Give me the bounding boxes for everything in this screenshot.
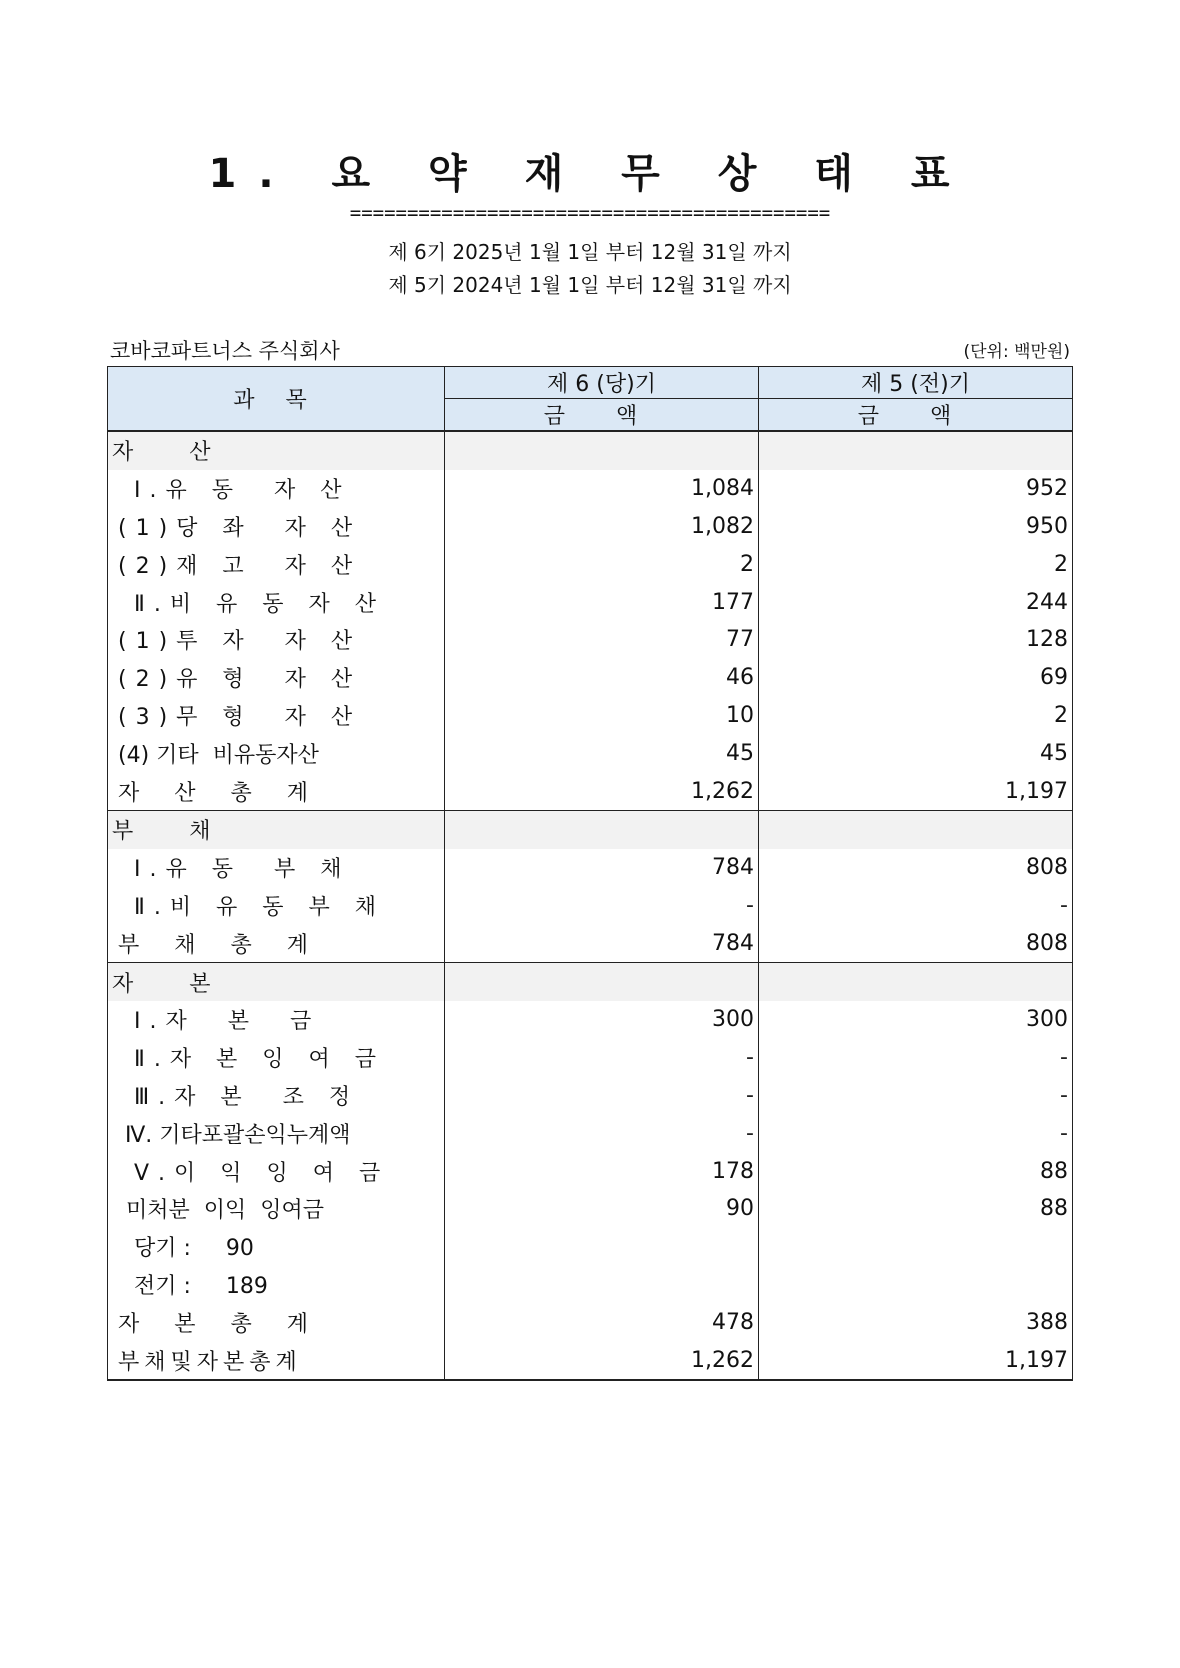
row-label: 부 채 (108, 810, 445, 848)
row-label: (1)당 좌 자 산 (108, 508, 445, 546)
table-row (108, 887, 1073, 925)
current-value (445, 1266, 759, 1304)
prior-value: - (759, 887, 1073, 925)
current-value: 1,262 (445, 772, 759, 810)
grand-total-row (108, 1341, 1073, 1380)
table-row (108, 697, 1073, 735)
row-label: 자 본 (108, 963, 445, 1001)
prior-value: 69 (759, 659, 1073, 697)
document-title: 1. 요 약 재 무 상 태 표 (208, 151, 972, 197)
col-current-header: 제 6 (당)기 (445, 367, 759, 399)
row-label: 당기 : 90 (108, 1228, 445, 1266)
row-label: Ⅳ. 기타포괄손익누계액 (108, 1114, 445, 1152)
prior-value: 88 (759, 1152, 1073, 1190)
prior-value: 2 (759, 697, 1073, 735)
row-label: (2)재 고 자 산 (108, 545, 445, 583)
subtotal-row (108, 924, 1073, 962)
current-value (445, 1228, 759, 1266)
table-row (108, 545, 1073, 583)
current-value: - (445, 1039, 759, 1077)
current-value: 46 (445, 659, 759, 697)
row-label: 자 산 (108, 431, 445, 470)
prior-value: - (759, 1114, 1073, 1152)
prior-value (759, 810, 1073, 848)
table-row (108, 963, 1073, 1001)
prior-value: 45 (759, 734, 1073, 772)
table-row (108, 1190, 1073, 1228)
table-row (108, 1228, 1073, 1266)
prior-value (759, 1266, 1073, 1304)
col-prior-header: 제 5 (전)기 (759, 367, 1073, 399)
col-subject-header: 과 목 (108, 367, 445, 432)
prior-value: 128 (759, 621, 1073, 659)
prior-value (759, 431, 1073, 470)
row-label: (1)투 자 자 산 (108, 621, 445, 659)
row-label: 부채및자본총계 (108, 1341, 445, 1380)
current-value: 784 (445, 924, 759, 962)
current-value: 45 (445, 734, 759, 772)
row-label: (2)유 형 자 산 (108, 659, 445, 697)
prior-value: 244 (759, 583, 1073, 621)
subtotal-row (108, 772, 1073, 810)
current-value: 478 (445, 1303, 759, 1341)
prior-value (759, 1228, 1073, 1266)
row-label: Ⅰ.자 본 금 (108, 1001, 445, 1039)
prior-value: - (759, 1039, 1073, 1077)
current-amount-header: 금 액 (445, 399, 759, 432)
balance-sheet-table (107, 366, 1073, 1381)
row-label: Ⅱ.자 본 잉 여 금 (108, 1039, 445, 1077)
prior-value: 1,197 (759, 1341, 1073, 1380)
current-value: - (445, 1114, 759, 1152)
current-value: - (445, 1077, 759, 1115)
current-value: 10 (445, 697, 759, 735)
prior-value: 1,197 (759, 772, 1073, 810)
row-label: 미처분 이익 잉여금 (108, 1190, 445, 1228)
prior-value: 2 (759, 545, 1073, 583)
row-label: 자 본 총 계 (108, 1303, 445, 1341)
row-label: 자 산 총 계 (108, 772, 445, 810)
row-label: Ⅱ.비 유 동 부 채 (108, 887, 445, 925)
table-row (108, 1039, 1073, 1077)
current-value: 77 (445, 621, 759, 659)
row-label: (3)무 형 자 산 (108, 697, 445, 735)
current-value (445, 963, 759, 1001)
title-divider: ========================================== (349, 202, 831, 224)
current-value (445, 431, 759, 470)
current-value: - (445, 887, 759, 925)
table-row (108, 849, 1073, 887)
subtotal-row (108, 1303, 1073, 1341)
prior-value: 808 (759, 924, 1073, 962)
current-value: 90 (445, 1190, 759, 1228)
table-row (108, 1152, 1073, 1190)
row-label: Ⅰ.유 동 자 산 (108, 470, 445, 508)
prior-amount-header: 금 액 (759, 399, 1073, 432)
period-prior: 제 5기 2024년 1월 1일 부터 12월 31일 까지 (388, 273, 792, 297)
current-value: 178 (445, 1152, 759, 1190)
table-row (108, 431, 1073, 470)
table-row (108, 1114, 1073, 1152)
current-value: 2 (445, 545, 759, 583)
current-value: 177 (445, 583, 759, 621)
table-row (108, 810, 1073, 848)
table-row (108, 1001, 1073, 1039)
current-value: 1,084 (445, 470, 759, 508)
table-row (108, 734, 1073, 772)
prior-value: 950 (759, 508, 1073, 546)
current-value: 1,082 (445, 508, 759, 546)
prior-value: 88 (759, 1190, 1073, 1228)
table-row (108, 621, 1073, 659)
table-row (108, 1266, 1073, 1304)
row-label: Ⅱ.비 유 동 자 산 (108, 583, 445, 621)
period-current: 제 6기 2025년 1월 1일 부터 12월 31일 까지 (388, 240, 792, 264)
row-label: 부 채 총 계 (108, 924, 445, 962)
row-label: 전기 : 189 (108, 1266, 445, 1304)
row-label: Ⅰ.유 동 부 채 (108, 849, 445, 887)
table-row (108, 659, 1073, 697)
current-value: 1,262 (445, 1341, 759, 1380)
table-row (108, 470, 1073, 508)
prior-value: 808 (759, 849, 1073, 887)
prior-value (759, 963, 1073, 1001)
row-label: Ⅴ.이 익 잉 여 금 (108, 1152, 445, 1190)
current-value: 300 (445, 1001, 759, 1039)
prior-value: 388 (759, 1303, 1073, 1341)
row-label: Ⅲ.자 본 조 정 (108, 1077, 445, 1115)
prior-value: - (759, 1077, 1073, 1115)
table-row (108, 1077, 1073, 1115)
current-value: 784 (445, 849, 759, 887)
table-row (108, 508, 1073, 546)
table-row (108, 583, 1073, 621)
company-name: 코바코파트너스 주식회사 (110, 339, 340, 363)
prior-value: 300 (759, 1001, 1073, 1039)
current-value (445, 810, 759, 848)
prior-value: 952 (759, 470, 1073, 508)
row-label: (4) 기타 비유동자산 (108, 734, 445, 772)
unit-label: (단위: 백만원) (963, 342, 1070, 362)
